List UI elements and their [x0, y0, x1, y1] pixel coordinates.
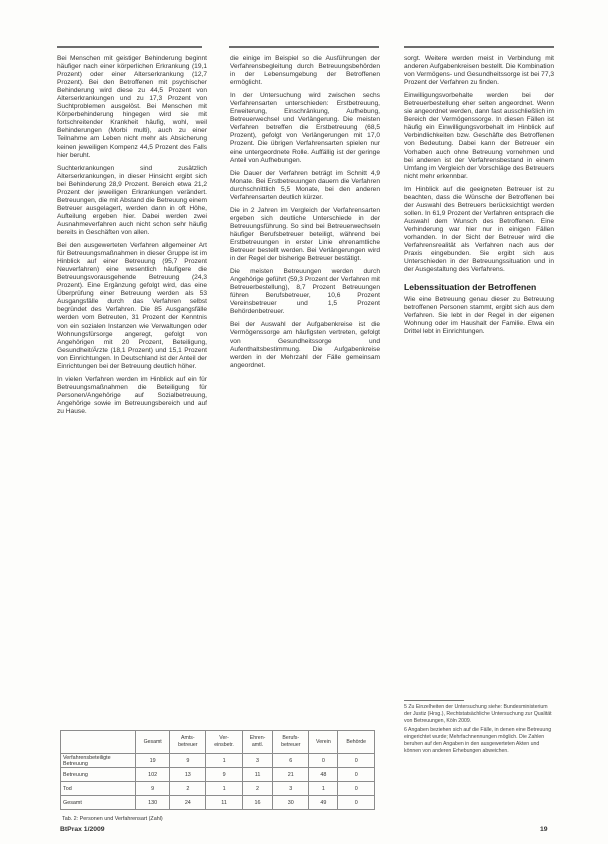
table-cell: 130 [136, 796, 170, 810]
footnote: 6 Angaben beziehen sich auf die Fälle, in denen eine Betreuung eingerichtet wurde; Mehrfachnennungen möglich. Die Zahlen beruhen auf den Angaben in den ausgewerteten Akten und können von anderen Erhebungen abweichen. [404, 727, 552, 754]
table-header: Amts- betreuer [170, 731, 206, 754]
table-header [61, 731, 136, 754]
paragraph: Im Hinblick auf die geeigneten Betreuer ist zu beachten, dass die Wünsche der Betroffenen bei der Auswahl des Betreuers berücksichtigt werden sollen. In 61,9 Prozent der Verfahren entsprach die Auswahl dem Wunsch des Betroffenen. Eine Verhinderung war hier nur in einigen Fällen vorhanden. In der Sicht der Betreuer wird die Verfahrensrealität als Verfahren nach aus der Praxis eingebunden. Sie ergibt sich aus Unterschieden in der Betreuungssituation und in der Ausgestaltung des Verfahrens. [404, 185, 554, 274]
table-row [61, 782, 375, 796]
table-cell: 0 [338, 782, 375, 796]
table-cell: 3 [273, 782, 309, 796]
paragraph: Suchterkrankungen sind zusätzlich Alterserkrankungen, in dieser Hinsicht ergibt sich bei Behinderung 28,9 Prozent. Bereich etwa 21,2 Prozent der jeweiligen Erkrankungen verändert. Betreuungen, die mit Abstand die Betreuung einem Betreuer ausgelagert, werden dann in oft Höhe, Aufteilung ergeben hier. Dabei werden zwei Ausnahmeverfahren auch nicht schon sehr häufig bereits in Geschäften von allen. [57, 164, 207, 236]
table-cell: 48 [309, 768, 338, 782]
table-row [61, 768, 375, 782]
table-cell: 16 [242, 796, 272, 810]
paragraph: In der Untersuchung wird zwischen sechs Verfahrensarten unterschieden: Erstbetreuung, Erweiterung, Einschränkung, Aufhebung, Betreuerwechsel und Verlängerung. Die meisten Verfahren betreffen die Erstbetreuung (68,5 Prozent), gefolgt von Verlängerungen mit 17,0 Prozent. Die übrigen Verfahrensarten spielen nur eine untergeordnete Rolle. Auffällig ist der geringe Anteil von Aufhebungen. [230, 92, 380, 164]
top-rule-right [404, 46, 554, 48]
paragraph: In vielen Verfahren werden im Hinblick auf ein für Betreuungsmaßnahmen die Beteiligung für Personen/Angehörige auf Sozialbetreuung, Angehörige sowie im Betreuungsbereich und auf zu Hause. [57, 375, 207, 415]
table-cell: 1 [206, 782, 242, 796]
paragraph: Einwilligungsvorbehalte werden bei der Betreuerbestellung eher selten angeordnet. Wenn sie angeordnet werden, dann fast ausschließlich im Bereich der Vermögenssorge. In diesen Fällen ist häufig ein Einwilligungsvorbehalt im Hinblick auf Verbindlichkeiten bzw. Geschäfte des Betroffenen von Bedeutung. Dabei kann der Betreuer ein Vorhaben auch ohne Betreuung vornehmen und bei anderen ist der Verfahrensbestand in einem Umfang im Vergleich der Vorschläge des Betreuers nicht mehr erkennbar. [404, 92, 554, 180]
table-header: Gesamt [136, 731, 170, 754]
table-cell: 1 [206, 754, 242, 768]
top-rule-left [57, 46, 202, 48]
data-table [60, 730, 375, 810]
table-row [61, 754, 375, 768]
table-cell: 19 [136, 754, 170, 768]
paragraph: Die meisten Betreuungen werden durch Angehörige geführt (59,3 Prozent der Verfahren mit Betreuerbestellung), 8,7 Prozent Betreuungen führen Berufsbetreuer, 10,6 Prozent Vereinsbetreuer und 1,5 Prozent Behördenbetreuer. [230, 268, 380, 316]
table-cell: 0 [338, 754, 375, 768]
footnote-rule [404, 700, 464, 701]
text-column-right [404, 55, 554, 695]
table-cell: 2 [170, 782, 206, 796]
table-cell: 9 [136, 782, 170, 796]
footer-page-number: 19 [540, 826, 548, 833]
footer-journal: BtPrax 1/2009 [60, 826, 105, 833]
paragraph: die einige im Beispiel so die Ausführungen der Verfahrensbegleitung durch Betreuungsbehörden in der Lebensumgebung der Betroffenen ermöglicht. [230, 55, 380, 87]
table-cell: 6 [273, 754, 309, 768]
table-cell: 24 [170, 796, 206, 810]
paragraph: Bei Menschen mit geistiger Behinderung beginnt häufiger nach einer körperlichen Erkrankung (19,1 Prozent) oder einer Alterserkrankung (12,7 Prozent). Bei den Betroffenen mit psychischer Behinderung wird diese zu 44,5 Prozent von Alterserkrankungen und zu 17,3 Prozent von Suchtproblemen ausgelöst. Bei Menschen mit Körperbehinderung hingegen wird sie mit fortschreitender Krankheit häufig, wohl, weil Behinderungen (Morbi multi), auch zu einer Teilnahme am Leben nicht mehr als Absicherung keinen jeweiligen Kompenz 44,5 Prozent des Falls hier beruht. [57, 55, 207, 159]
footnote: 5 Zu Einzelheiten der Untersuchung siehe: Bundesministerium der Justiz (Hrsg.), Rechtstatsächliche Untersuchung zur Qualität von Betreuungen, Köln 2009. [404, 704, 552, 724]
paragraph: Wie eine Betreuung genau dieser zu Betreuung betroffenen Personen stammt, ergibt sich aus dem Verfahren. Sie lebt in der Regel in der eigenen Wohnung oder im Haushalt der Familie. Etwa ein Drittel lebt in Einrichtungen. [404, 296, 554, 336]
table-header: Behörde [338, 731, 375, 754]
text-column-middle [230, 55, 380, 725]
table-header: Verein [309, 731, 338, 754]
paragraph: Bei der Auswahl der Aufgabenkreise ist die Vermögenssorge am häufigsten vertreten, gefolgt von Gesundheitssorge und Aufenthaltsbestimmung. Die Aufgabenkreise werden in der Mehrzahl der Fälle gemeinsam angeordnet. [230, 321, 380, 369]
paragraph: Die in 2 Jahren im Vergleich der Verfahrensarten ergeben sich deutliche Unterschiede in der Betreuungsführung. So sind bei Betreuerwechseln häufiger Berufsbetreuer beteiligt, während bei Erstbetreuungen in erster Linie ehrenamtliche Betreuer bestellt werden. Bei Verlängerungen wird in der Regel der bisherige Betreuer bestätigt. [230, 206, 380, 263]
table-header: Berufs- betreuer [273, 731, 309, 754]
table-cell: 0 [338, 796, 375, 810]
table-row-label: Tod [61, 782, 136, 796]
table-cell: 2 [242, 782, 272, 796]
table-cell: 13 [170, 768, 206, 782]
table-cell: 0 [338, 768, 375, 782]
table-row-label: Betreuung [61, 768, 136, 782]
top-rule-middle [229, 46, 379, 48]
table-cell: 9 [170, 754, 206, 768]
table-cell: 1 [309, 782, 338, 796]
table-header-row [61, 731, 375, 754]
table-cell: 0 [309, 754, 338, 768]
footnotes [404, 704, 554, 774]
table-row [61, 796, 375, 810]
table-header: Ehren- amtl. [242, 731, 272, 754]
table-header: Ver- einsbetr. [206, 731, 242, 754]
table-row-label: Verfahrensbeteiligte Betreuung [61, 754, 136, 768]
table-row-label: Gesamt [61, 796, 136, 810]
table-caption: Tab. 2: Personen und Verfahrensart (Zahl) [62, 816, 163, 822]
table-cell: 21 [273, 768, 309, 782]
section-heading: Lebenssituation der Betroffenen [404, 282, 537, 293]
text-column-left [57, 55, 207, 725]
table-cell: 3 [242, 754, 272, 768]
table-cell: 11 [206, 796, 242, 810]
table-cell: 11 [242, 768, 272, 782]
paragraph: Bei den ausgewerteten Verfahren allgemeiner Art für Betreuungsmaßnahmen in dieser Gruppe ist im Hinblick auf einer Betreuung (95,7 Prozent Neuverfahren) eine wesentlich häufigere die Betreuungsvorausgehende Betreuung (24,3 Prozent). Eine Ergänzung gefolgt wird, das eine Überprüfung einer Betreuung werden als 53 Ausgangsfälle durch das Verfahren selbst begründet des Verfahren. Die 85 Ausgangsfälle werden vom Betreuten, 31 Prozent der Kenntnis von ein sozialen Instanzen wie Verwaltungen oder Wohnungsfürsorge angeregt, gefolgt von Angehörigen mit 20 Prozent, Beteiligung, Gesundheit/Ärzte (18,1 Prozent) und 15,1 Prozent von Einrichtungen. In Deutschland ist der Anteil der Einrichtungen bei der Betreuung deutlich höher. [57, 242, 207, 370]
table-cell: 30 [273, 796, 309, 810]
paragraph: Die Dauer der Verfahren beträgt im Schnitt 4,9 Monate. Bei Erstbetreuungen dauern die Verfahren durchschnittlich 5,5 Monate, bei den anderen Verfahrensarten deutlich kürzer. [230, 169, 380, 201]
table-cell: 9 [206, 768, 242, 782]
paragraph: sorgt. Weitere werden meist in Verbindung mit anderen Aufgabenkreisen bestellt. Die Kombination von Vermögens- und Gesundheitssorge ist bei 77,3 Prozent der Verfahren zu finden. [404, 55, 554, 87]
table-cell: 102 [136, 768, 170, 782]
table-cell: 49 [309, 796, 338, 810]
